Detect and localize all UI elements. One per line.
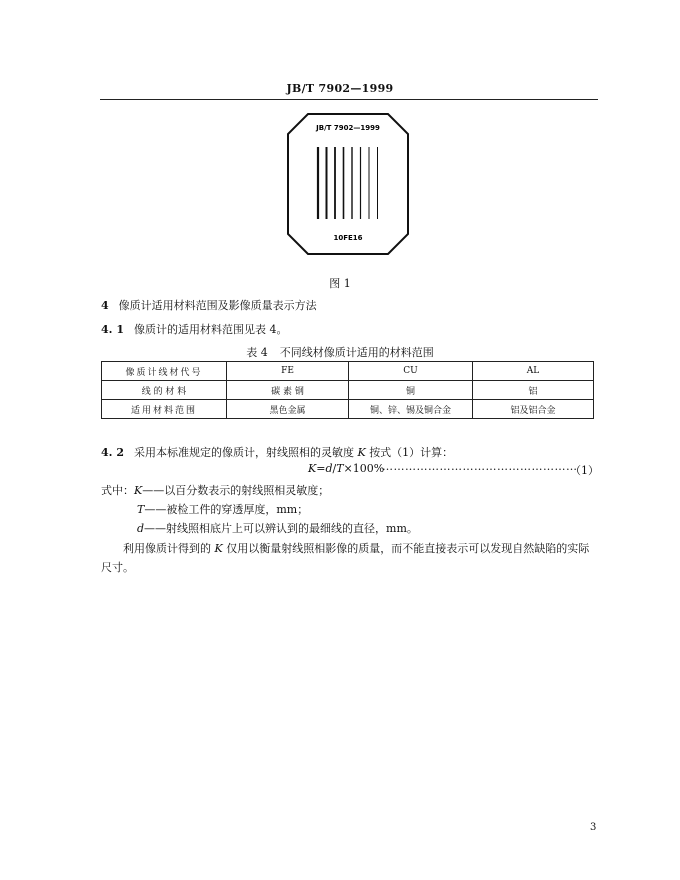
closing-text-post: 仅用以衡量射线照相影像的质量，而不能直接表示可以发现自然缺陷的实际尺寸。 [101,542,590,574]
formula-equals: = [316,462,326,475]
definition-text: ——以百分数表示的射线照相灵敏度； [142,484,330,497]
definition-k [101,482,329,498]
section-4-2-number: 4. 2 [101,446,124,459]
page-number: 3 [590,822,597,833]
table-cell: 铜、锌、锡及铜合金 [349,400,473,419]
table-row [102,381,594,400]
closing-text-pre: 利用像质计得到的 [123,542,211,555]
table-cell: 铝 [473,381,594,400]
table-4-label: 表 4 [246,346,268,359]
section-4-2 [101,444,453,460]
sensitivity-symbol: K [357,446,366,459]
section-4-heading [101,297,317,313]
table-4-caption [0,344,680,360]
table-cell: 碳 素 钢 [227,381,349,400]
header-rule [100,99,598,100]
equation-number: （1） [570,464,599,477]
definition-symbol: T [137,503,145,516]
wire-iqi-figure [287,113,409,255]
materials-table [101,361,594,419]
definition-text: ——被检工件的穿透厚度，mm； [144,503,309,516]
table-cell: CU [349,362,473,381]
section-4-2-text-pre: 采用本标准规定的像质计，射线照相的灵敏度 [133,446,354,459]
formula-d: d [325,462,333,475]
iqi-top-label: JB/T 7902—1999 [316,124,380,132]
definition-symbol: K [134,484,143,497]
formula-leader-dots: …………………………………………… [382,460,578,473]
section-4-1 [101,321,287,337]
table-cell: 铝及铝合金 [473,400,594,419]
table-cell: 像质计线材代号 [102,362,227,381]
section-4-title: 像质计适用材料范围及影像质量表示方法 [118,299,317,312]
closing-paragraph [101,539,597,577]
definition-t [137,501,308,517]
iqi-outline [288,114,408,254]
table-row [102,362,594,381]
formula-k: K [308,462,317,475]
definition-d [137,520,418,536]
formula-percent: ×100% [343,462,385,475]
definition-symbol: d [137,522,145,535]
table-cell: 线 的 材 料 [102,381,227,400]
section-4-1-number: 4. 1 [101,323,124,336]
table-cell: FE [227,362,349,381]
sensitivity-formula [308,462,384,475]
table-cell: 铜 [349,381,473,400]
table-4-title: 不同线材像质计适用的材料范围 [279,346,434,359]
page-header: JB/T 7902—1999 [286,82,394,95]
definition-text: ——射线照相底片上可以辨认到的最细线的直径，mm。 [144,522,418,535]
section-4-2-text-post: 按式（1）计算： [369,446,454,459]
section-4-1-text: 像质计的适用材料范围见表 4。 [133,323,288,336]
table-row [102,400,594,419]
iqi-bottom-label: 10FE16 [333,234,363,242]
figure-caption: 图 1 [329,277,351,290]
table-cell: AL [473,362,594,381]
table-cell: 黑色金属 [227,400,349,419]
formula-t: T [336,462,344,475]
formula-slash: / [332,462,337,475]
section-4-number: 4 [101,299,109,312]
table-cell: 适用材料范围 [102,400,227,419]
closing-symbol: K [214,542,223,555]
definition-prefix: 式中： [101,484,134,497]
